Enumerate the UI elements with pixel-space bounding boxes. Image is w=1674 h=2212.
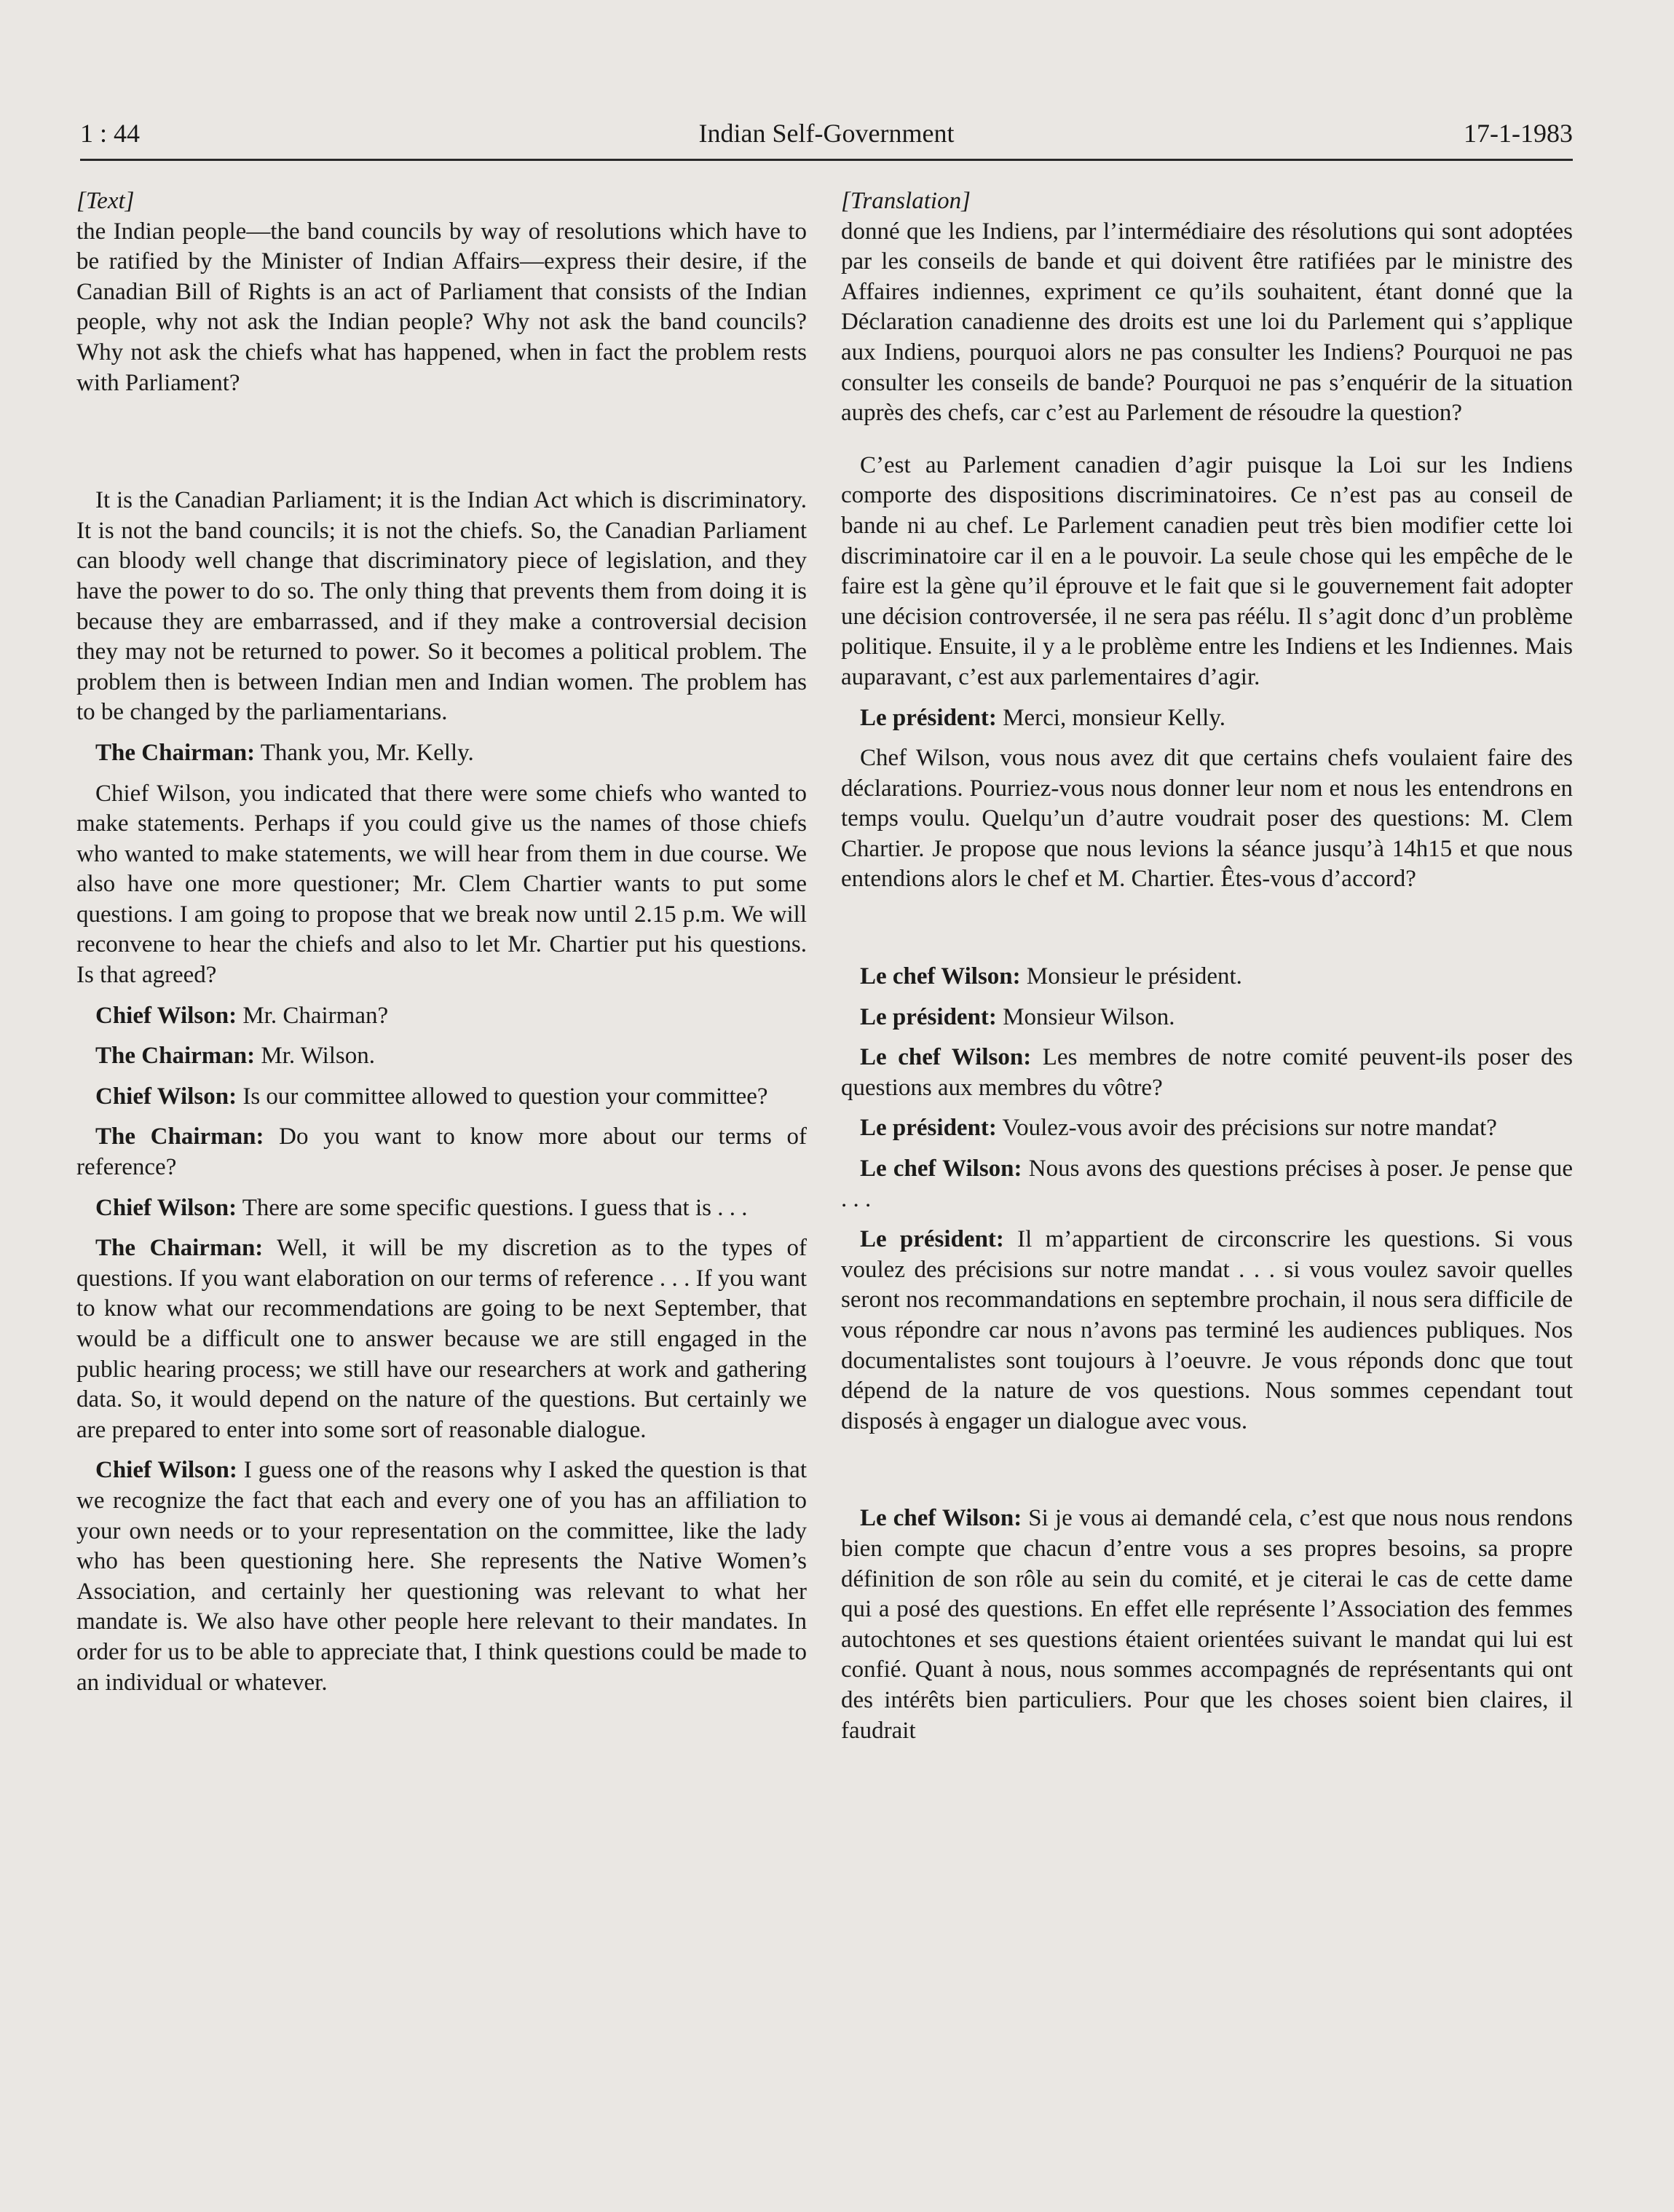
- paragraph: [841, 1504, 1573, 1746]
- speaker-name: Le président:: [860, 704, 997, 731]
- paragraph-text: Do you want to know more about our terms of reference?: [76, 1123, 807, 1181]
- speaker-name: Chief Wilson:: [95, 1002, 237, 1029]
- paragraph: [841, 962, 1573, 992]
- header-date: 17-1-1983: [1464, 119, 1573, 148]
- page-number: 1 : 44: [80, 119, 141, 148]
- speaker-name: Le président:: [860, 1226, 1004, 1253]
- paragraph-text: Is our committee allowed to question your committee?: [237, 1083, 768, 1110]
- paragraph: [76, 738, 807, 769]
- paragraph: [841, 217, 1573, 429]
- speaker-name: Le chef Wilson:: [860, 1044, 1032, 1071]
- page-header: [80, 116, 1573, 161]
- paragraph: [76, 486, 807, 728]
- paragraph: [841, 1043, 1573, 1103]
- column-heading-text: [Text]: [76, 188, 135, 214]
- paragraph-text: It is the Canadian Parliament; it is the Indian Act which is discriminatory. It is not the band councils; it is not the chiefs. So, the Canadian Parliament can bloody well change that discriminatory piece of legislation, and they have the power to do so. The only thing that prevents them from doing it is because they are embarrassed, and if they make a controversial decision they may not be returned to power. So it becomes a political problem. The problem then is between Indian men and Indian women. The problem has to be changed by the parliamentarians.: [76, 487, 807, 726]
- paragraph: [841, 1225, 1573, 1437]
- paragraph: [76, 1122, 807, 1182]
- paragraph: [76, 1082, 807, 1113]
- paragraph-text: Mr. Wilson.: [255, 1043, 376, 1070]
- paragraph: [76, 1455, 807, 1698]
- paragraph: [76, 1001, 807, 1032]
- paragraph: [76, 1041, 807, 1072]
- speaker-name: The Chairman:: [95, 1043, 256, 1070]
- paragraph-text: Mr. Chairman?: [237, 1002, 389, 1029]
- speaker-name: The Chairman:: [95, 1235, 264, 1262]
- paragraph-text: Thank you, Mr. Kelly.: [255, 739, 474, 766]
- paragraph-text: Monsieur Wilson.: [996, 1003, 1175, 1030]
- english-column: [76, 186, 807, 1698]
- speaker-name: The Chairman:: [95, 739, 256, 766]
- speaker-name: Chief Wilson:: [95, 1083, 237, 1110]
- speaker-name: The Chairman:: [95, 1123, 264, 1150]
- running-title: Indian Self-Government: [698, 119, 955, 148]
- paragraph-text: Nous avons des questions précises à poser. Je pense que . . .: [841, 1156, 1573, 1212]
- speaker-name: Le chef Wilson:: [860, 1156, 1022, 1182]
- paragraph: [76, 1233, 807, 1445]
- paragraph: [841, 1003, 1573, 1033]
- paragraph: [841, 743, 1573, 895]
- paragraph-text: There are some specific questions. I guess that is . . .: [237, 1194, 748, 1221]
- column-heading-translation: [Translation]: [841, 188, 971, 214]
- paragraph: [76, 217, 807, 399]
- paragraph-text: Merci, monsieur Kelly.: [996, 704, 1225, 731]
- paragraph: [841, 1154, 1573, 1214]
- paragraph-text: Les membres de notre comité peuvent-ils poser des questions aux membres du vôtre?: [841, 1044, 1574, 1101]
- french-column: [841, 186, 1573, 1746]
- paragraph-text: Chief Wilson, you indicated that there were some chiefs who wanted to make statements. Perhaps if you could give us the names of those chiefs who wanted to make statements, we will hear from them in due course. We also have one more questioner; Mr. Clem Chartier wants to put some questions. I am going to propose that we break now until 2.15 p.m. We will reconvene to hear the chiefs and also to let Mr. Chartier put his questions. Is that agreed?: [76, 780, 807, 989]
- paragraph-text: Si je vous ai demandé cela, c’est que nous nous rendons bien compte que chacun d’entre vous a ses propres besoins, sa propre définition de son rôle au sein du comité, et je citerai le cas de cette dame qui a posé des questions. En effet elle représente l’Association des femmes autochtones et ses questions étaient orientées suivant le mandat qui lui est confié. Quant à nous, nous sommes accompagnés de représentants qui ont des intérêts bien particuliers. Pour que les choses soient bien claires, il faudrait: [841, 1505, 1573, 1744]
- paragraph-text: the Indian people—the band councils by way of resolutions which have to be ratified by the Minister of Indian Affairs—express their desire, if the Canadian Bill of Rights is an act of Parliament that consists of the Indian people, why not ask the Indian people? Why not ask the band councils? Why not ask the chiefs what has happened, when in fact the problem rests with Parliament?: [76, 218, 807, 396]
- speaker-name: Le chef Wilson:: [860, 1505, 1022, 1532]
- paragraph-text: I guess one of the reasons why I asked the question is that we recognize the fact that each and every one of you has an affiliation to your own needs or to your representation on the committee, like the lady who has been questioning here. She represents the Native Women’s Association, and certainly her questioning was relevant to what her mandate is. We also have other people here relevant to their mandates. In order for us to be able to appreciate that, I think questions could be made to an individual or whatever.: [76, 1457, 807, 1696]
- paragraph-text: C’est au Parlement canadien d’agir puisque la Loi sur les Indiens comporte des dispositions discriminatoires. Ce n’est pas au conseil de bande ni au chef. Le Parlement canadien peut très bien modifier cette loi discriminatoire car il en a le pouvoir. La seule chose qui les empêche de le faire est la gène qu’il éprouve et le fait que si le gouvernement fait adopter une décision controversée, il ne sera pas réélu. Il s’agit donc d’un problème politique. Ensuite, il y a le problème entre les Indiens et les Indiennes. Mais auparavant, c’est aux parlementaires d’agir.: [841, 451, 1573, 690]
- paragraph: [76, 779, 807, 991]
- speaker-name: Chief Wilson:: [95, 1194, 237, 1221]
- speaker-name: Chief Wilson:: [95, 1457, 237, 1484]
- speaker-name: Le président:: [860, 1003, 997, 1030]
- paragraph-text: donné que les Indiens, par l’intermédiaire des résolutions qui sont adoptées par les conseils de bande et qui doivent être ratifiées par le ministre des Affaires indiennes, expriment ce qu’ils souhaitent, étant donné que la Déclaration canadienne des droits est une loi du Parlement qui s’applique aux Indiens, pourquoi alors ne pas consulter les Indiens? Pourquoi ne pas consulter les conseils de bande? Pourquoi ne pas s’enquérir de la situation auprès des chefs, car c’est au Parlement de résoudre la question?: [841, 218, 1573, 427]
- paragraph: [76, 1193, 807, 1224]
- paragraph: [841, 451, 1573, 693]
- speaker-name: Le président:: [860, 1115, 997, 1142]
- paragraph-text: Voulez-vous avoir des précisions sur notre mandat?: [996, 1115, 1497, 1142]
- paragraph-text: Chef Wilson, vous nous avez dit que certains chefs voulaient faire des déclarations. Pourriez-vous nous donner leur nom et nous les entendrons en temps voulu. Quelqu’un d’autre voudrait poser des questions: M. Clem Chartier. Je propose que nous levions la séance jusqu’à 14h15 et que nous entendions alors le chef et M. Chartier. Êtes-vous d’accord?: [841, 745, 1573, 893]
- paragraph: [841, 1113, 1573, 1144]
- paragraph-text: Well, it will be my discretion as to the types of questions. If you want elaboration on our terms of reference . . . If you want to know what our recommendations are going to be next September, that would be a difficult one to answer because we are still engaged in the public hearing process; we still have our researchers at work and gathering data. So, it would depend on the nature of the questions. But certainly we are prepared to enter into some sort of reasonable dialogue.: [76, 1235, 807, 1443]
- paragraph-text: Monsieur le président.: [1020, 963, 1242, 990]
- speaker-name: Le chef Wilson:: [860, 963, 1021, 990]
- paragraph-text: Il m’appartient de circonscrire les questions. Si vous voulez des précisions sur notre mandat . . . si vous voulez savoir quelles seront nos recommandations en septembre prochain, il nous sera difficile de vous répondre car nous n’avons pas terminé les audiences publiques. Nos documentalistes sont toujours à l’oeuvre. Je vous réponds donc que tout dépend de la nature de vos questions. Nous sommes cependant tout disposés à engager un dialogue avec vous.: [841, 1226, 1573, 1434]
- paragraph: [841, 703, 1573, 734]
